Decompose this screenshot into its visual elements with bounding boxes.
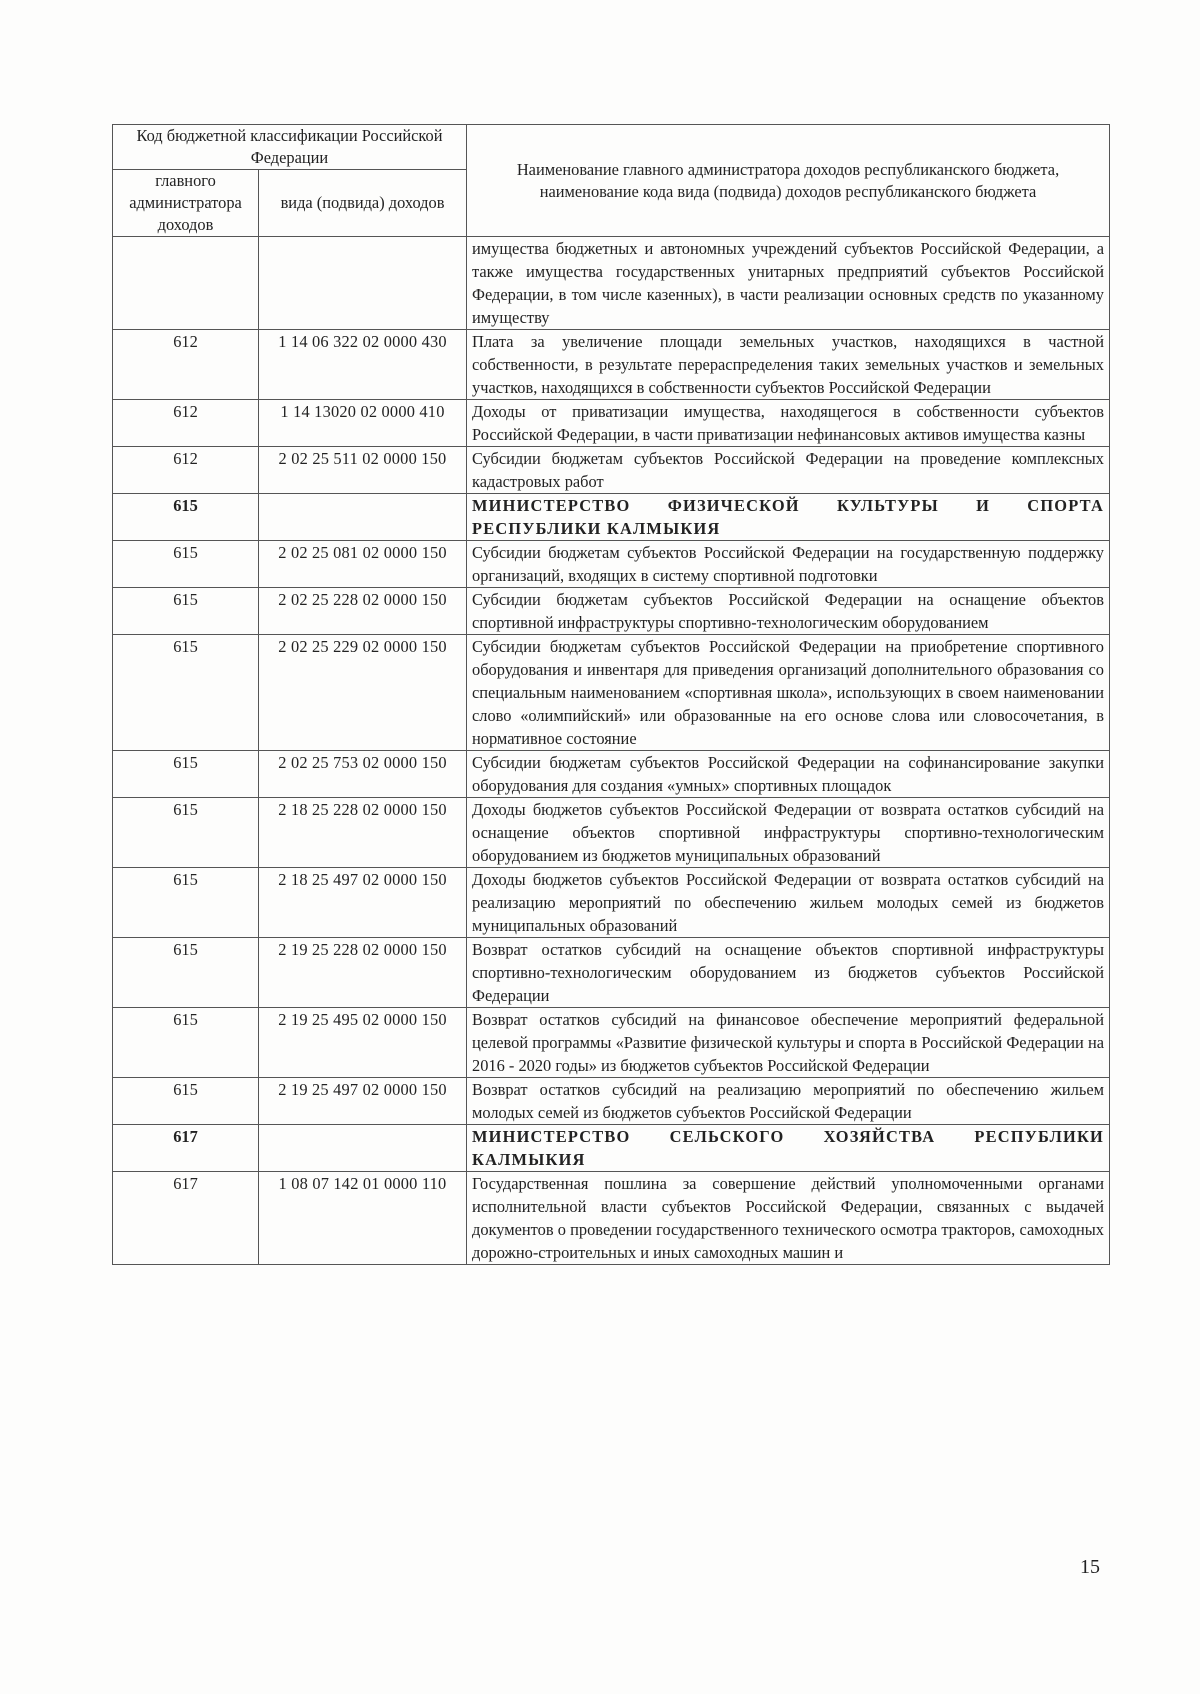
income-code-cell: 1 14 06 322 02 0000 430: [259, 330, 467, 400]
admin-code-cell: [113, 237, 259, 330]
admin-code-cell: 615: [113, 541, 259, 588]
header-budget-code-group: Код бюджетной классификации Российской Федерации: [113, 125, 467, 170]
income-code-cell: 2 02 25 081 02 0000 150: [259, 541, 467, 588]
table-row: [113, 751, 1110, 798]
ministry-name-cell: МИНИСТЕРСТВО СЕЛЬСКОГО ХОЗЯЙСТВА РЕСПУБЛИКИ КАЛМЫКИЯ: [467, 1125, 1110, 1172]
admin-code-cell: 615: [113, 798, 259, 868]
admin-code-cell: 615: [113, 1078, 259, 1125]
admin-code-cell: 615: [113, 868, 259, 938]
income-name-cell: Субсидии бюджетам субъектов Российской Федерации на софинансирование закупки оборудования для создания «умных» спортивных площадок: [467, 751, 1110, 798]
income-name-cell: Возврат остатков субсидий на финансовое обеспечение мероприятий федеральной целевой программы «Развитие физической культуры и спорта в Российской Федерации на 2016 - 2020 годы» из бюджетов субъектов Российской Федерации: [467, 1008, 1110, 1078]
income-name-cell: имущества бюджетных и автономных учреждений субъектов Российской Федерации, а также имущества государственных унитарных предприятий субъектов Российской Федерации, в том числе казенных), в части реализации основных средств по указанному имуществу: [467, 237, 1110, 330]
admin-code-cell: 612: [113, 447, 259, 494]
table-row: [113, 938, 1110, 1008]
admin-code-cell: 617: [113, 1125, 259, 1172]
income-code-cell: 2 02 25 229 02 0000 150: [259, 635, 467, 751]
admin-code-cell: 615: [113, 1008, 259, 1078]
budget-classification-table: [112, 124, 1110, 1265]
income-code-cell: 2 18 25 497 02 0000 150: [259, 868, 467, 938]
income-code-cell: [259, 237, 467, 330]
income-code-cell: 1 08 07 142 01 0000 110: [259, 1172, 467, 1265]
income-code-cell: 2 02 25 511 02 0000 150: [259, 447, 467, 494]
header-code-column: вида (подвида) доходов: [259, 170, 467, 237]
income-name-cell: Субсидии бюджетам субъектов Российской Федерации на приобретение спортивного оборудования и инвентаря для приведения организаций дополнительного образования со специальным наименованием «спортивная школа», использующих в своем наименовании слово «олимпийский» или образованные на его основе слова или словосочетания, в нормативное состояние: [467, 635, 1110, 751]
admin-code-cell: 612: [113, 330, 259, 400]
admin-code-cell: 615: [113, 751, 259, 798]
table-row: [113, 330, 1110, 400]
income-name-cell: Доходы от приватизации имущества, находящегося в собственности субъектов Российской Федерации, в части приватизации нефинансовых активов имущества казны: [467, 400, 1110, 447]
income-code-cell: [259, 1125, 467, 1172]
table-header: [113, 125, 1110, 237]
income-code-cell: 2 18 25 228 02 0000 150: [259, 798, 467, 868]
income-code-cell: [259, 494, 467, 541]
header-name-column: Наименование главного администратора доходов республиканского бюджета, наименование кода вида (подвида) доходов республиканского бюджета: [467, 125, 1110, 237]
ministry-name-cell: МИНИСТЕРСТВО ФИЗИЧЕСКОЙ КУЛЬТУРЫ И СПОРТА РЕСПУБЛИКИ КАЛМЫКИЯ: [467, 494, 1110, 541]
income-name-cell: Доходы бюджетов субъектов Российской Федерации от возврата остатков субсидий на оснащение объектов спортивной инфраструктуры спортивно-технологическим оборудованием из бюджетов муниципальных образований: [467, 798, 1110, 868]
income-code-cell: 2 02 25 753 02 0000 150: [259, 751, 467, 798]
income-name-cell: Плата за увеличение площади земельных участков, находящихся в частной собственности, в результате перераспределения таких земельных участков и земельных участков, находящихся в собственности субъектов Российской Федерации: [467, 330, 1110, 400]
table-row: [113, 868, 1110, 938]
income-name-cell: Доходы бюджетов субъектов Российской Федерации от возврата остатков субсидий на реализацию мероприятий по обеспечению жильем молодых семей из бюджетов муниципальных образований: [467, 868, 1110, 938]
table-row: [113, 588, 1110, 635]
table-row: [113, 1008, 1110, 1078]
ministry-row: [113, 494, 1110, 541]
income-name-cell: Субсидии бюджетам субъектов Российской Федерации на государственную поддержку организаций, входящих в систему спортивной подготовки: [467, 541, 1110, 588]
header-admin-column: главного администратора доходов: [113, 170, 259, 237]
table-row: [113, 1078, 1110, 1125]
page-number: 15: [1080, 1556, 1100, 1578]
income-code-cell: 2 02 25 228 02 0000 150: [259, 588, 467, 635]
ministry-row: [113, 1125, 1110, 1172]
admin-code-cell: 615: [113, 494, 259, 541]
table-row: [113, 447, 1110, 494]
income-name-cell: Субсидии бюджетам субъектов Российской Федерации на оснащение объектов спортивной инфраструктуры спортивно-технологическим оборудованием: [467, 588, 1110, 635]
table-row: [113, 541, 1110, 588]
admin-code-cell: 617: [113, 1172, 259, 1265]
income-name-cell: Возврат остатков субсидий на реализацию мероприятий по обеспечению жильем молодых семей из бюджетов субъектов Российской Федерации: [467, 1078, 1110, 1125]
admin-code-cell: 615: [113, 588, 259, 635]
income-name-cell: Возврат остатков субсидий на оснащение объектов спортивной инфраструктуры спортивно-технологическим оборудованием из бюджетов субъектов Российской Федерации: [467, 938, 1110, 1008]
income-code-cell: 2 19 25 228 02 0000 150: [259, 938, 467, 1008]
income-name-cell: Субсидии бюджетам субъектов Российской Федерации на проведение комплексных кадастровых работ: [467, 447, 1110, 494]
income-name-cell: Государственная пошлина за совершение действий уполномоченными органами исполнительной власти субъектов Российской Федерации, связанных с выдачей документов о проведении государственного технического осмотра тракторов, самоходных дорожно-строительных и иных самоходных машин и: [467, 1172, 1110, 1265]
admin-code-cell: 612: [113, 400, 259, 447]
income-code-cell: 1 14 13020 02 0000 410: [259, 400, 467, 447]
admin-code-cell: 615: [113, 938, 259, 1008]
table-row: [113, 635, 1110, 751]
table-row: [113, 400, 1110, 447]
table-row: [113, 798, 1110, 868]
income-code-cell: 2 19 25 497 02 0000 150: [259, 1078, 467, 1125]
table-row: [113, 237, 1110, 330]
table-body: [113, 237, 1110, 1265]
table-row: [113, 1172, 1110, 1265]
admin-code-cell: 615: [113, 635, 259, 751]
income-code-cell: 2 19 25 495 02 0000 150: [259, 1008, 467, 1078]
